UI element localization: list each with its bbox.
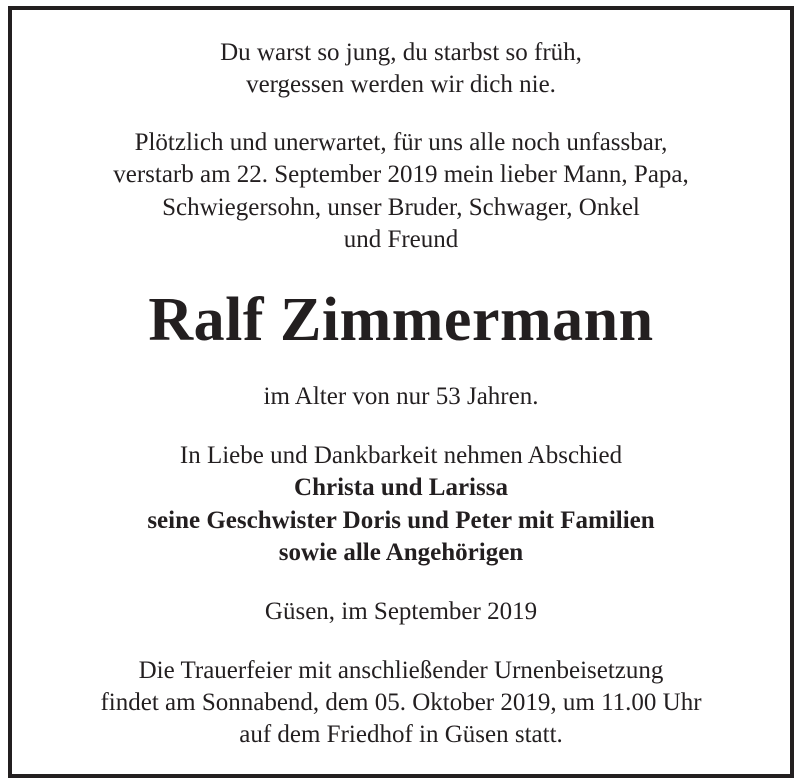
mourners-intro: In Liebe und Dankbarkeit nehmen Abschied — [179, 442, 623, 469]
mourners-line-1: Christa und Larissa — [294, 474, 508, 501]
mourners-line-2: seine Geschwister Doris und Peter mit Familien — [147, 507, 655, 534]
mourners-line-3: sowie alle Angehörigen — [278, 539, 524, 566]
place-date: Güsen, im September 2019 — [264, 598, 538, 625]
funeral-line-1: Die Trauerfeier mit anschließender Urnenbeisetzung — [138, 657, 664, 684]
announcement-line-3: Schwiegersohn, unser Bruder, Schwager, Onkel — [162, 194, 640, 221]
deceased-name: Ralf Zimmermann — [148, 286, 654, 354]
verse-line-2: vergessen werden wir dich nie. — [246, 71, 556, 98]
age-line: im Alter von nur 53 Jahren. — [263, 383, 539, 410]
announcement-line-1: Plötzlich und unerwartet, für uns alle noch unfassbar, — [134, 129, 668, 156]
obituary-frame — [8, 6, 794, 778]
verse-line-1: Du warst so jung, du starbst so früh, — [220, 39, 582, 66]
announcement-line-4: und Freund — [343, 226, 459, 253]
announcement-line-2: verstarb am 22. September 2019 mein lieber Mann, Papa, — [113, 161, 689, 188]
funeral-line-3: auf dem Friedhof in Güsen statt. — [239, 721, 563, 748]
funeral-line-2: findet am Sonnabend, dem 05. Oktober 2019, um 11.00 Uhr — [100, 689, 702, 716]
